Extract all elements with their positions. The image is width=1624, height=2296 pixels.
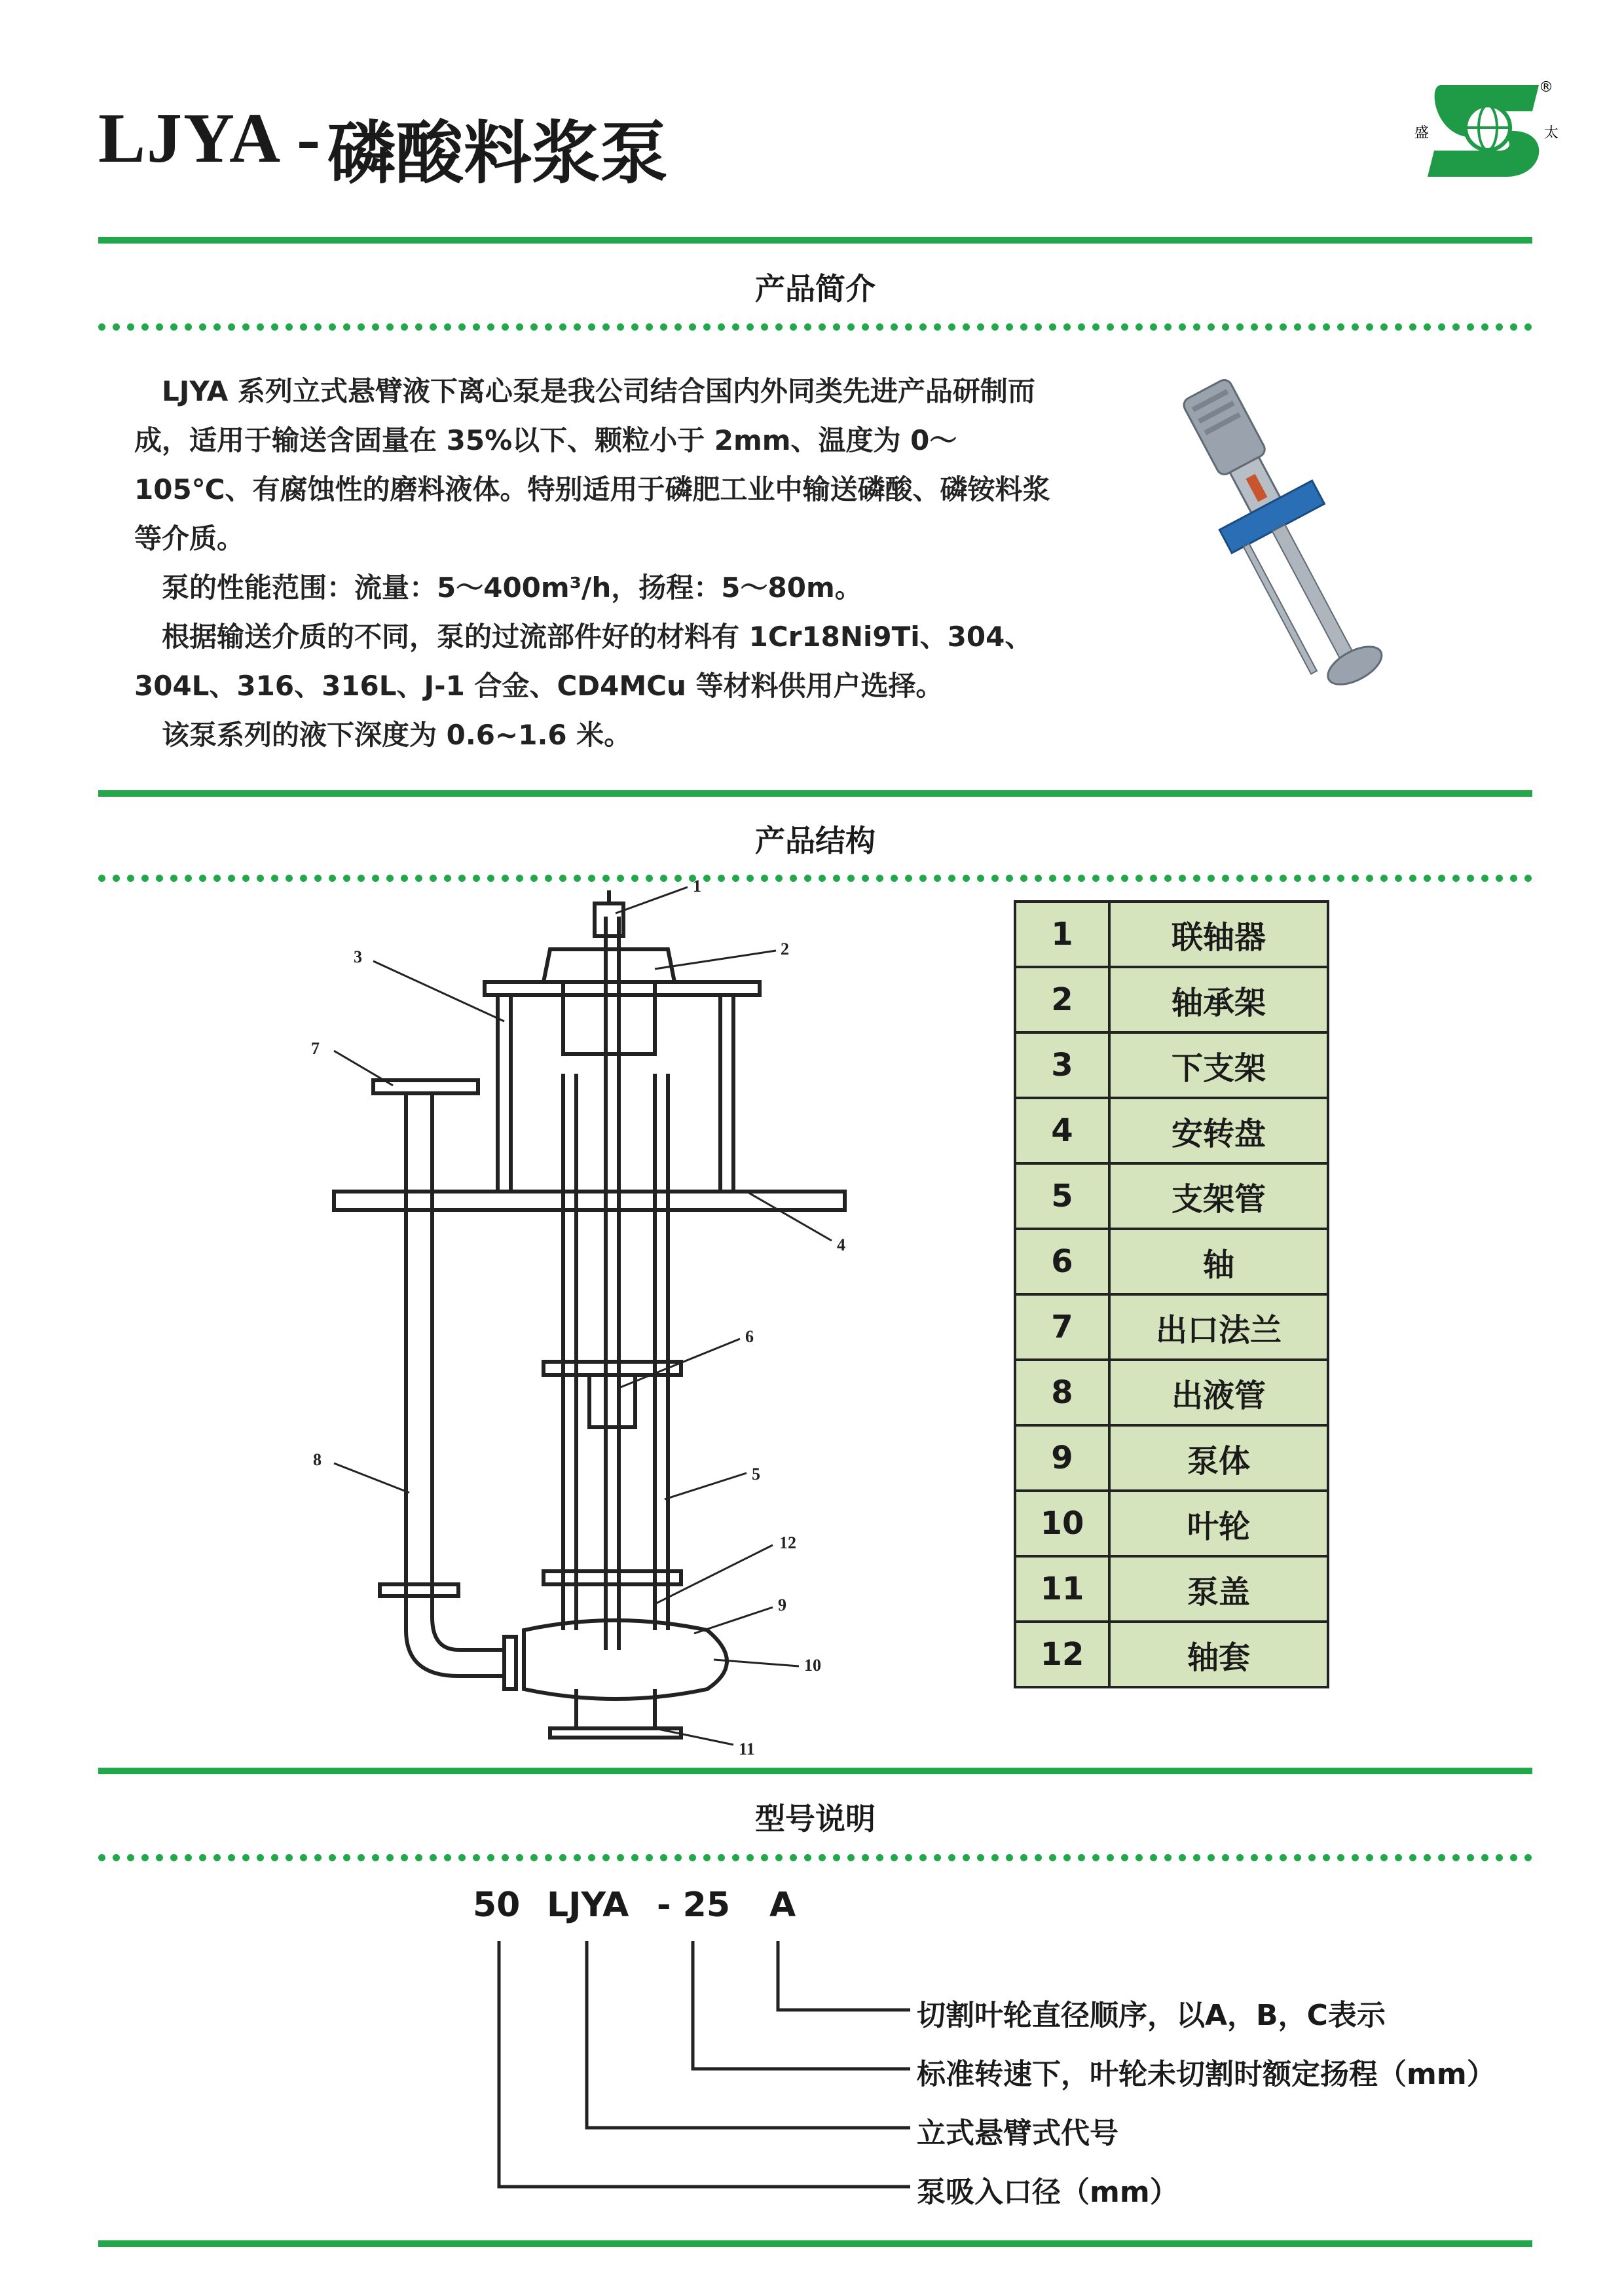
title-english: LJYA - [98, 100, 322, 177]
diagram-label-6: 6 [745, 1327, 754, 1346]
part-name: 下支架 [1109, 1032, 1328, 1098]
model-code-head: - 25 [657, 1886, 731, 1925]
parts-table-row [1015, 967, 1328, 1032]
diagram-label-9: 9 [778, 1595, 786, 1614]
section-title-structure: 产品结构 [755, 823, 876, 858]
parts-table-row [1015, 1491, 1328, 1556]
intro-paragraph-2: 泵的性能范围：流量：5～400m³/h，扬程：5～80m。 [162, 572, 862, 604]
part-name: 出液管 [1109, 1360, 1328, 1425]
logo-registered-mark: ® [1539, 79, 1553, 96]
part-number: 4 [1015, 1098, 1109, 1163]
part-name: 轴承架 [1109, 967, 1328, 1032]
section-title-model: 型号说明 [755, 1801, 876, 1836]
parts-table-row [1015, 1163, 1328, 1229]
part-number: 5 [1015, 1163, 1109, 1229]
model-connector-lines [458, 1938, 982, 2200]
model-code-bore: 50 [473, 1886, 521, 1925]
part-name: 出口法兰 [1109, 1294, 1328, 1360]
dotted-divider-model [98, 1854, 1532, 1861]
intro-paragraph-4: 该泵系列的液下深度为 0.6~1.6 米。 [162, 719, 632, 751]
diagram-label-1: 1 [693, 877, 701, 896]
model-code-impeller: A [769, 1886, 796, 1925]
part-number: 1 [1015, 902, 1109, 967]
part-number: 11 [1015, 1556, 1109, 1622]
parts-table-row [1015, 1098, 1328, 1163]
diagram-label-2: 2 [781, 939, 789, 958]
parts-table-row [1015, 1556, 1328, 1622]
diagram-label-5: 5 [752, 1465, 760, 1484]
parts-table-row [1015, 1294, 1328, 1360]
part-name: 支架管 [1109, 1163, 1328, 1229]
divider-model [98, 1768, 1532, 1774]
pump-photo [1159, 360, 1421, 714]
diagram-label-3: 3 [354, 947, 362, 966]
part-name: 安转盘 [1109, 1098, 1328, 1163]
part-name: 轴 [1109, 1229, 1328, 1294]
parts-table-row [1015, 1229, 1328, 1294]
diagram-label-4: 4 [837, 1235, 845, 1254]
title-chinese: 磷酸料浆泵 [327, 113, 669, 193]
intro-paragraph-1: LJYA 系列立式悬臂液下离心泵是我公司结合国内外同类先进产品研制而成，适用于输送含固量在 35%以下、颗粒小于 2mm、温度为 0～105℃、有腐蚀性的磨料液体。特别适用于磷肥工业中输送磷酸、磷铵料浆等介质。 [134, 375, 1050, 555]
part-number: 3 [1015, 1032, 1109, 1098]
diagram-label-8: 8 [313, 1450, 322, 1469]
model-desc-head: 标准转速下，叶轮未切割时额定扬程（mm） [917, 2058, 1496, 2091]
part-name: 叶轮 [1109, 1491, 1328, 1556]
part-number: 6 [1015, 1229, 1109, 1294]
part-name: 泵盖 [1109, 1556, 1328, 1622]
logo-left-char: 盛 [1414, 125, 1430, 141]
model-desc-bore: 泵吸入口径（mm） [917, 2176, 1179, 2209]
part-number: 8 [1015, 1360, 1109, 1425]
parts-table-row [1015, 902, 1328, 967]
company-logo [1414, 72, 1559, 190]
part-name: 轴套 [1109, 1622, 1328, 1687]
intro-paragraph-3: 根据输送介质的不同，泵的过流部件好的材料有 1Cr18Ni9Ti、304、304L、316、316L、J-1 合金、CD4MCu 等材料供用户选择。 [134, 621, 1033, 702]
model-code-type: LJYA [547, 1886, 629, 1925]
parts-table-row [1015, 1425, 1328, 1491]
divider-bottom [98, 2240, 1532, 2247]
part-number: 7 [1015, 1294, 1109, 1360]
diagram-label-11: 11 [739, 1740, 755, 1758]
parts-table-row [1015, 1622, 1328, 1687]
part-number: 9 [1015, 1425, 1109, 1491]
pump-structure-diagram [288, 877, 943, 1768]
divider-top [98, 237, 1532, 244]
model-desc-type: 立式悬臂式代号 [917, 2117, 1118, 2150]
model-desc-impeller: 切割叶轮直径顺序，以A，B，C表示 [917, 1999, 1386, 2032]
part-name: 泵体 [1109, 1425, 1328, 1491]
section-title-intro: 产品简介 [755, 271, 876, 306]
divider-structure [98, 790, 1532, 797]
part-number: 12 [1015, 1622, 1109, 1687]
part-number: 2 [1015, 967, 1109, 1032]
intro-text [134, 367, 1051, 759]
parts-table-row [1015, 1032, 1328, 1098]
part-name: 联轴器 [1109, 902, 1328, 967]
parts-table [1014, 900, 1329, 1688]
diagram-label-7: 7 [311, 1039, 320, 1058]
dotted-divider-intro [98, 323, 1532, 331]
parts-table-row [1015, 1360, 1328, 1425]
diagram-label-10: 10 [804, 1656, 821, 1675]
part-number: 10 [1015, 1491, 1109, 1556]
logo-right-char: 太 [1544, 125, 1559, 141]
diagram-label-12: 12 [779, 1533, 796, 1552]
